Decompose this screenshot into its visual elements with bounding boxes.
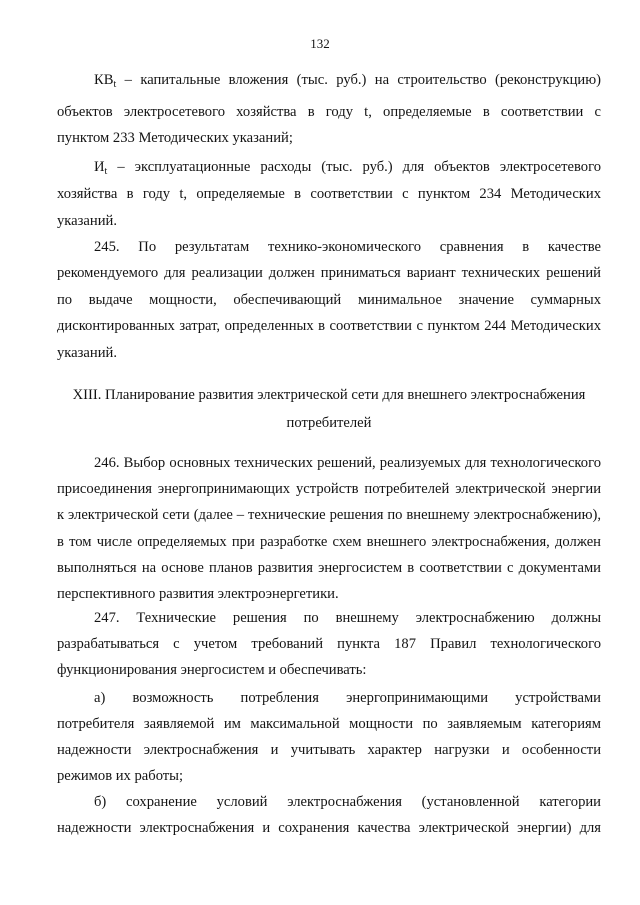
definition-kv-line-1: $КВ_t$ – капитальные вложения (тыс. руб.) на строительство (реконструкцию)	[94, 72, 601, 90]
section-heading-line-2: потребителей	[286, 415, 372, 431]
paragraph-246-line-3: к электрической сети (далее – технические решения по внешнему электроснабжению),	[57, 507, 601, 523]
paragraph-246-line-6: перспективного развития электроэнергетики.	[57, 586, 339, 602]
definition-i-line-3: указаний.	[57, 213, 117, 229]
paragraph-245-line-2: рекомендуемого для реализации должен приниматься вариант технических решений	[57, 265, 601, 281]
paragraph-245-line-3: по выдаче мощности, обеспечивающий минимальное значение суммарных	[57, 292, 601, 308]
item-b-line-1: б) сохранение условий электроснабжения (установленной категории	[94, 794, 601, 810]
definition-kv-line-2: объектов электросетевого хозяйства в году t, определяемые в соответствии с	[57, 104, 601, 120]
section-heading-line-1: XIII. Планирование развития электрической сети для внешнего электроснабжения	[72, 387, 586, 403]
definition-kv-line-3: пунктом 233 Методических указаний;	[57, 130, 293, 146]
definition-i-line-1: $И_t$ – эксплуатационные расходы (тыс. руб.) для объектов электросетевого	[94, 159, 601, 177]
item-a-line-4: режимов их работы;	[57, 768, 184, 784]
paragraph-245-line-4: дисконтированных затрат, определенных в соответствии с пунктом 244 Методических	[57, 318, 601, 334]
paragraph-245-line-1: 245. По результатам технико-экономического сравнения в качестве	[94, 239, 601, 255]
paragraph-246-line-1: 246. Выбор основных технических решений, реализуемых для технологического	[94, 455, 601, 471]
item-a-line-1: а) возможность потребления энергопринимающими устройствами	[94, 690, 601, 706]
paragraph-246-line-4: в том числе определяемых при разработке схем внешнего электроснабжения, должен	[57, 534, 601, 550]
paragraph-247-line-1: 247. Технические решения по внешнему электроснабжению должны	[94, 610, 601, 626]
page-number: 132	[310, 36, 330, 51]
paragraph-246-line-2: присоединения энергопринимающих устройств потребителей электрической энергии	[57, 481, 601, 497]
item-a-line-3: надежности электроснабжения и учитывать характер нагрузки и особенности	[57, 742, 601, 758]
i-symbol: $И_t$	[94, 159, 108, 177]
definition-i-line-2: хозяйства в году t, определяемые в соответствии с пунктом 234 Методических	[57, 186, 601, 202]
paragraph-247-line-2: разрабатываться с учетом требований пункта 187 Правил технологического	[57, 636, 601, 652]
paragraph-245-line-5: указаний.	[57, 345, 117, 361]
item-a-line-2: потребителя заявляемой им максимальной мощности по заявляемым категориям	[57, 716, 601, 732]
paragraph-246-line-5: выполняться на основе планов развития энергосистем в соответствии с документами	[57, 560, 601, 576]
kv-symbol: $КВ_t$	[94, 72, 117, 90]
item-b-line-2: надежности электроснабжения и сохранения качества электрической энергии) для	[57, 820, 601, 836]
paragraph-247-line-3: функционирования энергосистем и обеспечивать:	[57, 662, 367, 678]
